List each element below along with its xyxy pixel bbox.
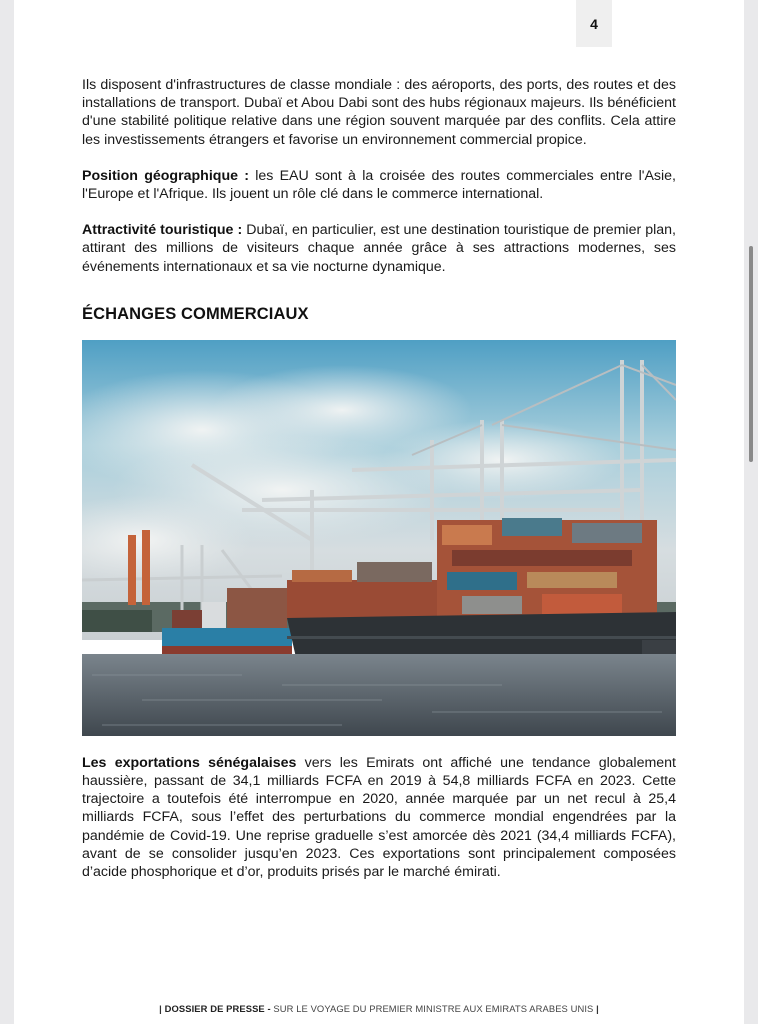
page-content xyxy=(82,76,676,881)
geography-paragraph xyxy=(82,167,676,203)
footer-subtitle: SUR LE VOYAGE DU PREMIER MINISTRE AUX EMIRATS ARABES UNIS xyxy=(270,1003,597,1014)
geography-label: Position géographique : xyxy=(82,167,249,184)
geography-text: les EAU sont à la croisée des routes commerciales entre l'Asie, l'Europe et l'Afrique. Ils jouent un rôle clé dans le commerce international. xyxy=(82,167,676,203)
document-page xyxy=(14,0,744,1024)
vertical-scrollbar[interactable] xyxy=(748,0,754,1024)
page-footer xyxy=(14,1003,744,1014)
tourism-paragraph xyxy=(82,221,676,276)
scrollbar-thumb[interactable] xyxy=(749,246,753,462)
footer-bar-right: | xyxy=(596,1003,599,1014)
footer-bar-left: | xyxy=(159,1003,162,1014)
page-number: 4 xyxy=(576,0,612,47)
exports-label: Les exportations sénégalaises xyxy=(82,754,297,771)
section-title: ÉCHANGES COMMERCIAUX xyxy=(82,304,309,323)
intro-paragraph: Ils disposent d'infrastructures de classe mondiale : des aéroports, des ports, des routes et des installations de transport. Dubaï et Abou Dabi sont des hubs régionaux majeurs. Ils bénéficient d'une stabilité politique relative dans une région souvent marquée par des conflits. Cela attire les investissements étrangers et favorise un environnement commercial propice. xyxy=(82,77,676,148)
exports-text: vers les Emirats ont affiché une tendance globalement haussière, passant de 34,1 milliards FCFA en 2019 à 54,8 milliards FCFA en 2023. Cette trajectoire a toutefois été interrompue en 2020, année marquée par un net recul à 25,4 milliards FCFA, sous l’effet des perturbations du commerce mondial engendrées par la pandémie de Covid-19. Une reprise graduelle s’est amorcée dès 2021 (34,4 milliards FCFA), avant de se consolider jusqu’en 2023. Ces exportations sont principalement composées d’acide phosphorique et d’or, produits prisés par le marché émirati. xyxy=(82,754,677,881)
tourism-label: Attractivité touristique : xyxy=(82,222,243,239)
footer-title: DOSSIER DE PRESSE - xyxy=(164,1003,271,1014)
exports-paragraph xyxy=(82,754,676,881)
tourism-text: Dubaï, en particulier, est une destination touristique de premier plan, attirant des millions de visiteurs chaque année grâce à ses attractions modernes, ses événements internationaux et sa vie nocturne dynamique. xyxy=(82,222,676,275)
container-ship-photo xyxy=(82,340,676,736)
